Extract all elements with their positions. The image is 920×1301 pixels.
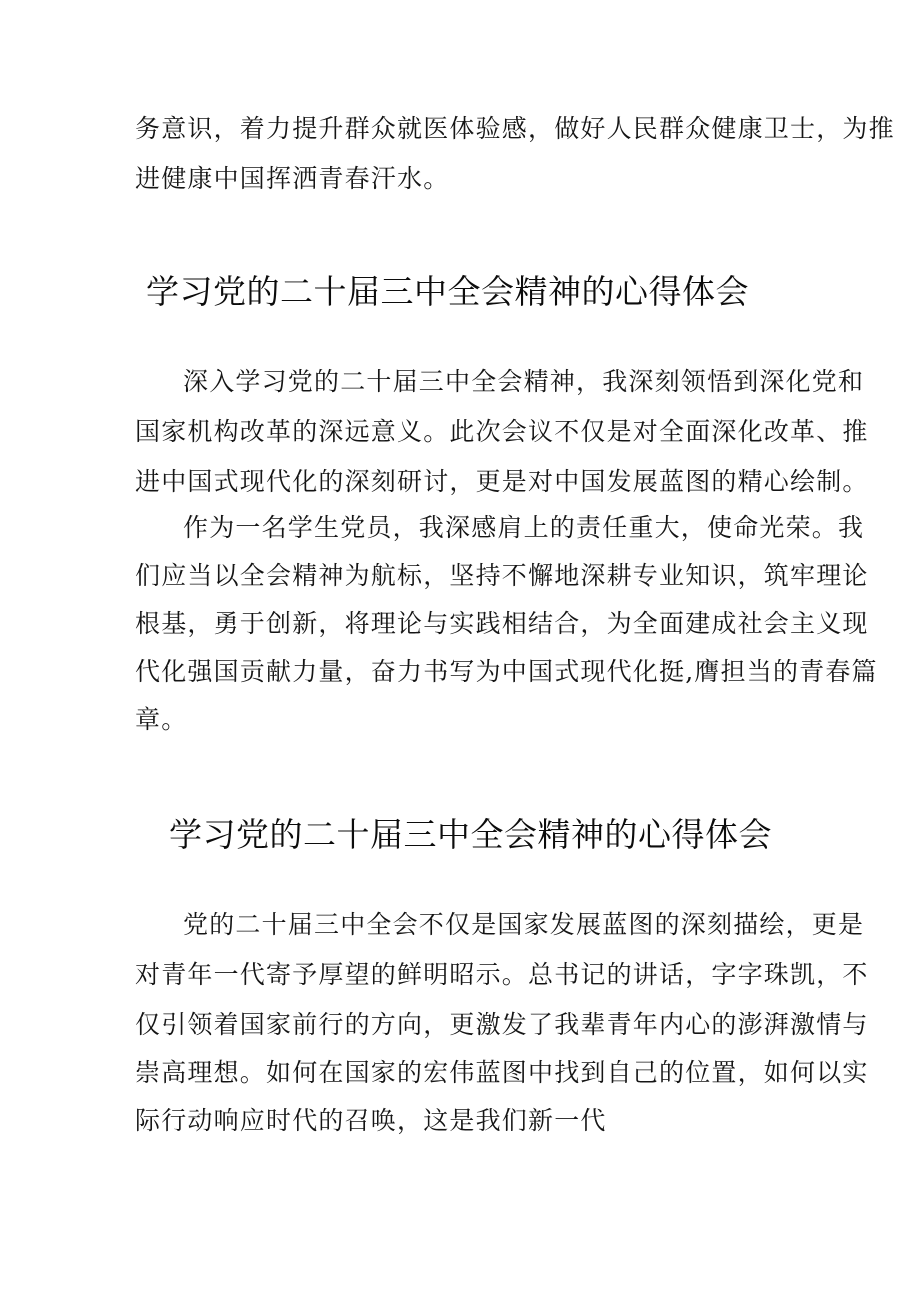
paragraph-line: 崇高理想。如何在国家的宏伟蓝图中找到自己的位置，如何以实 [135,1058,869,1087]
paragraph-line: 作为一名学生党员，我深感肩上的责任重大，使命光荣。我 [183,513,865,542]
paragraph-line: 进健康中国挥洒青春汗水。 [135,164,450,193]
section-heading: 学习党的二十届三中全会精神的心得体会 [169,815,772,854]
paragraph-line: 代化强国贡献力量，奋力书写为中国式现代化挺,膺担当的青春篇 [135,657,878,686]
paragraph-line: 进中国式现代化的深刻研讨，更是对中国发展蓝图的精心绘制。 [135,467,869,496]
paragraph-line: 对青年一代寄予厚望的鲜明昭示。总书记的讲话，字字珠凯，不 [135,960,869,989]
paragraph-line: 国家机构改革的深远意义。此次会议不仅是对全面深化改革、推 [135,417,869,446]
paragraph-line: 根基，勇于创新，将理论与实践相结合，为全面建成社会主义现 [135,609,869,638]
paragraph-line: 们应当以全会精神为航标，坚持不懈地深耕专业知识，筑牢理论 [135,561,869,590]
paragraph-line: 深入学习党的二十届三中全会精神，我深刻领悟到深化党和 [183,367,865,396]
paragraph-line: 务意识，着力提升群众就医体验感，做好人民群众健康卫士，为推 [135,114,895,143]
section-heading: 学习党的二十届三中全会精神的心得体会 [146,272,749,311]
paragraph-line: 章。 [135,705,188,734]
paragraph-line: 仅引领着国家前行的方向，更激发了我辈青年内心的澎湃激情与 [135,1010,869,1039]
paragraph-line: 党的二十届三中全会不仅是国家发展蓝图的深刻描绘，更是 [183,910,865,939]
paragraph-line: 际行动响应时代的召唤，这是我们新一代 [135,1106,607,1135]
